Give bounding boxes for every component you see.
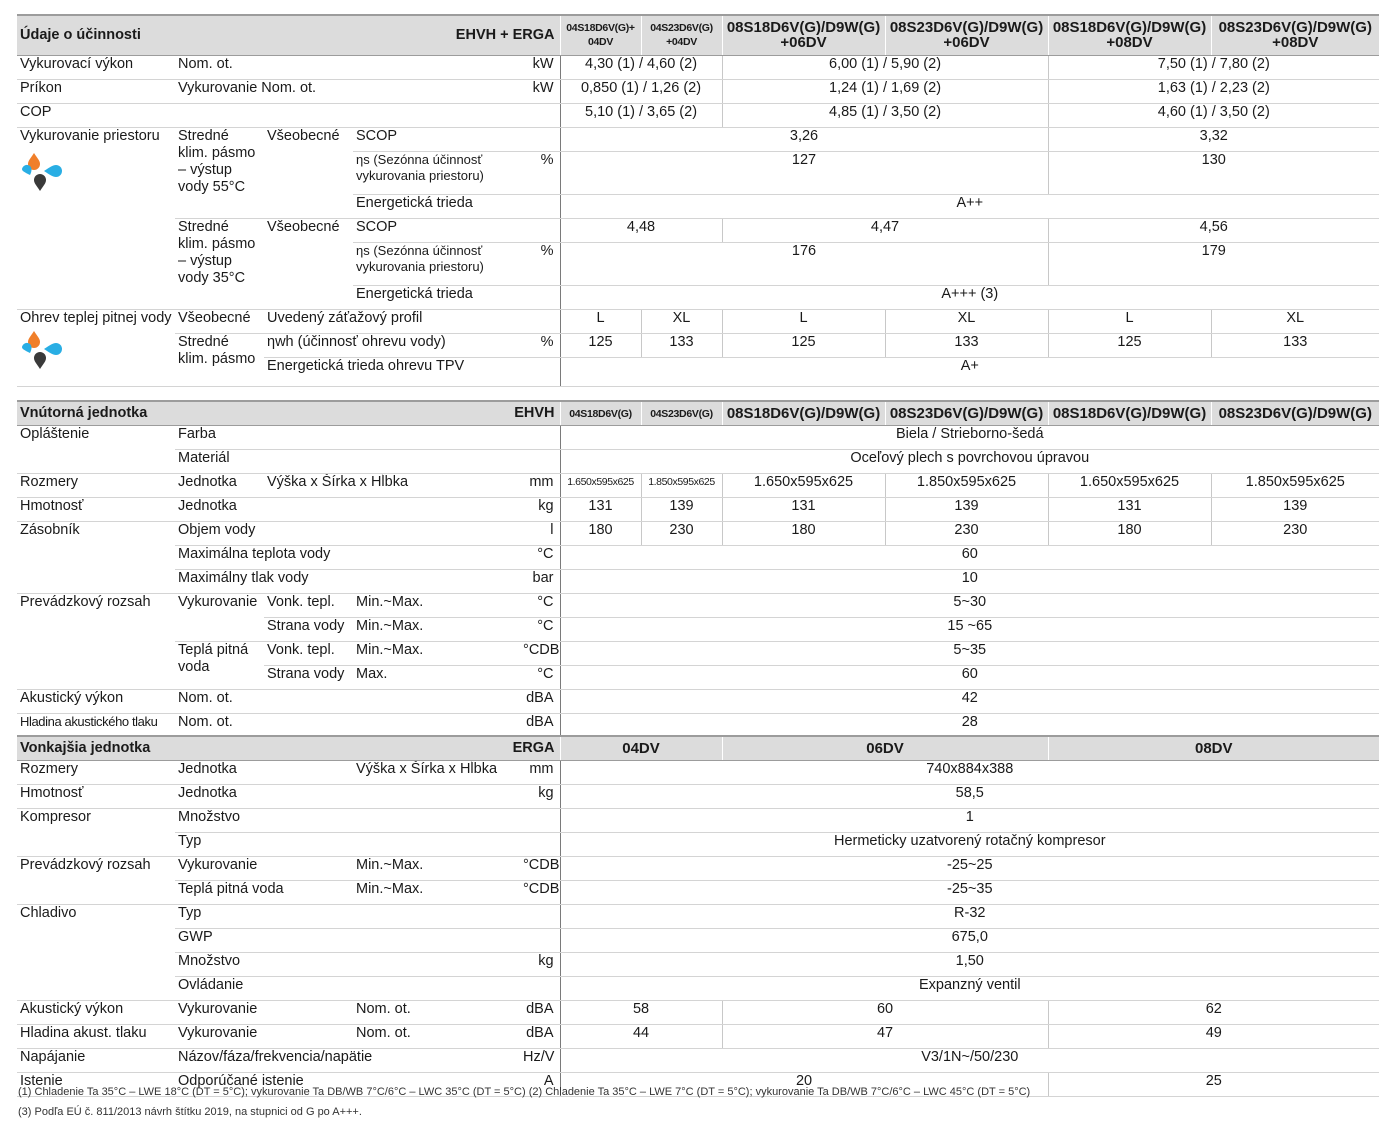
model-header: 06DV <box>722 736 1048 761</box>
row-sublabel: Názov/fáza/frekvencia/napätie <box>175 1049 520 1073</box>
row-sublabel: Nom. ot. <box>353 1025 520 1049</box>
model-header: 04S23D6V(G) +04DV <box>641 15 722 55</box>
empty-cell <box>520 977 560 1001</box>
value-cell: 131 <box>722 498 885 522</box>
value-cell: 42 <box>560 690 1379 714</box>
dhw-class-label: Energetická trieda ohrevu TPV <box>264 357 520 386</box>
unit: °C <box>520 546 560 570</box>
unit: l <box>520 522 560 546</box>
outdoor-unit-section <box>17 735 1379 1097</box>
row-sublabel: Nom. ot. <box>175 690 520 714</box>
value-cell: Hermeticky uzatvorený rotačný kompresor <box>560 833 1379 857</box>
efficiency-title: Údaje o účinnosti <box>17 15 264 55</box>
row-label: Príkon <box>17 79 175 103</box>
value-cell: L <box>1048 309 1211 333</box>
value-cell: 180 <box>1048 522 1211 546</box>
value-cell: 180 <box>722 522 885 546</box>
empty-cell <box>520 905 560 929</box>
empty-cell <box>520 929 560 953</box>
row-sublabel: Vonk. tepl. <box>264 642 353 666</box>
model-header: 04DV <box>560 736 722 761</box>
value-cell: 5~35 <box>560 642 1379 666</box>
value-cell: XL <box>641 309 722 333</box>
row-sublabel: Teplá pitná voda <box>175 642 264 690</box>
value-cell: V3/1N~/50/230 <box>560 1049 1379 1073</box>
row-label: Hladina akustického tlaku <box>17 714 175 738</box>
unit: kg <box>520 498 560 522</box>
row-sublabel: Max. <box>353 666 520 690</box>
row-sublabel <box>175 79 520 103</box>
value-cell: 44 <box>560 1025 722 1049</box>
row-sublabel: Maximálna teplota vody <box>175 546 520 570</box>
row-sublabel: Min.~Max. <box>353 594 520 618</box>
row-sublabel: Jednotka <box>175 474 264 498</box>
unit: dBA <box>520 714 560 738</box>
row-sublabel: GWP <box>175 929 520 953</box>
row-sublabel: Ovládanie <box>175 977 520 1001</box>
value-cell: 1.650x595x625 <box>560 474 641 498</box>
system-name: EHVH + ERGA <box>264 15 560 55</box>
value-cell: 10 <box>560 570 1379 594</box>
model-header: 08S18D6V(G)/D9W(G) +06DV <box>722 15 885 55</box>
value-cell: 47 <box>722 1025 1048 1049</box>
value-cell: 1 <box>560 809 1379 833</box>
value-cell: 1.650x595x625 <box>1048 474 1211 498</box>
empty-cell <box>520 809 560 833</box>
row-sublabel: Výška x Šírka x Hĺbka <box>353 761 520 785</box>
value-cell: 1,63 (1) / 2,23 (2) <box>1048 79 1379 103</box>
value-cell: 5~30 <box>560 594 1379 618</box>
empty-cell <box>520 450 560 474</box>
efficiency-section <box>17 14 1379 387</box>
value-cell: 6,00 (1) / 5,90 (2) <box>722 55 1048 79</box>
space-heating-label <box>17 127 175 309</box>
row-sublabel: Jednotka <box>175 761 353 785</box>
unit: °CDB <box>520 857 560 881</box>
row-label: Vykurovací výkon <box>17 55 175 79</box>
eta-label: ηs (Sezónna účinnosť vykurovania priestoru) <box>353 151 520 194</box>
unit: % <box>520 151 560 194</box>
row-label: Prevádzkový rozsah <box>17 857 175 905</box>
value-cell: 125 <box>722 333 885 357</box>
value-cell: 139 <box>641 498 722 522</box>
row-sublabel: Vykurovanie <box>175 1025 353 1049</box>
unit: % <box>520 242 560 285</box>
zone-35-label: Stredné klim. pásmo – výstup vody 35°C <box>175 218 264 309</box>
value-cell: 1.850x595x625 <box>641 474 722 498</box>
value-cell: 127 <box>560 151 1048 194</box>
row-sublabel: Min.~Max. <box>353 881 520 905</box>
row-label: Akustický výkon <box>17 1001 175 1025</box>
indoor-unit-title: Vnútorná jednotka <box>17 401 264 426</box>
row-sublabel: Strana vody <box>264 666 353 690</box>
empty-cell <box>520 194 560 218</box>
empty-cell <box>520 357 560 386</box>
row-sublabel: Výška x Šírka x Hĺbka <box>264 474 520 498</box>
value-cell: L <box>560 309 641 333</box>
dhw-title: Ohrev teplej pitnej vody <box>20 309 172 326</box>
unit: dBA <box>520 1001 560 1025</box>
scop-label: SCOP <box>353 127 520 151</box>
dhw-label <box>17 309 175 386</box>
model-header: 04S23D6V(G) <box>641 401 722 426</box>
general-label: Všeobecné <box>175 309 264 333</box>
value-cell: 179 <box>1048 242 1379 285</box>
value-cell: 4,85 (1) / 3,50 (2) <box>722 103 1048 127</box>
row-sublabel: Teplá pitná voda <box>175 881 353 905</box>
unit: dBA <box>520 1025 560 1049</box>
row-sublabel: Vykurovanie <box>175 1001 353 1025</box>
value-cell: 60 <box>560 546 1379 570</box>
outdoor-unit-name: ERGA <box>352 736 560 761</box>
unit: °C <box>520 666 560 690</box>
scop-label: SCOP <box>353 218 520 242</box>
row-sublabel: Farba <box>175 426 520 450</box>
outdoor-unit-title: Vonkajšia jednotka <box>17 736 352 761</box>
row-label: Istenie <box>17 1073 175 1097</box>
row-sublabel: Strana vody <box>264 618 353 642</box>
value-cell: L <box>722 309 885 333</box>
outdoor-unit-table <box>17 735 1379 1097</box>
model-header: 08S23D6V(G)/D9W(G) +06DV <box>885 15 1048 55</box>
model-header: 08S23D6V(G)/D9W(G) +08DV <box>1211 15 1379 55</box>
value-cell: 130 <box>1048 151 1379 194</box>
value-cell: Biela / Strieborno-šedá <box>560 426 1379 450</box>
value-cell: 180 <box>560 522 641 546</box>
row-sublabel: Min.~Max. <box>353 642 520 666</box>
unit: °CDB <box>520 881 560 905</box>
value-cell: 139 <box>1211 498 1379 522</box>
value-cell: 58,5 <box>560 785 1379 809</box>
value-cell: 230 <box>641 522 722 546</box>
general-label: Všeobecné <box>264 127 353 218</box>
value-cell: 176 <box>560 242 1048 285</box>
value-cell: 131 <box>560 498 641 522</box>
empty-cell <box>520 127 560 151</box>
value-cell: 133 <box>885 333 1048 357</box>
value-cell: 125 <box>560 333 641 357</box>
model-header: 04S18D6V(G) <box>560 401 641 426</box>
row-sublabel: Min.~Max. <box>353 618 520 642</box>
drops-icon <box>20 151 64 193</box>
row-sublabel: Vonk. tepl. <box>264 594 353 618</box>
empty-cell <box>520 426 560 450</box>
unit: °C <box>520 618 560 642</box>
value-cell: 62 <box>1048 1001 1379 1025</box>
general-label: Všeobecné <box>264 218 353 309</box>
empty-cell <box>520 833 560 857</box>
value-cell: 139 <box>885 498 1048 522</box>
value-cell: -25~25 <box>560 857 1379 881</box>
zone-55-label: Stredné klim. pásmo – výstup vody 55°C <box>175 127 264 218</box>
model-header: 08S18D6V(G)/D9W(G) <box>1048 401 1211 426</box>
unit: mm <box>520 474 560 498</box>
unit: kg <box>520 953 560 977</box>
empty-cell <box>520 309 560 333</box>
value-cell: 3,26 <box>560 127 1048 151</box>
model-header: 08S23D6V(G)/D9W(G) <box>885 401 1048 426</box>
unit: bar <box>520 570 560 594</box>
row-sublabel: Typ <box>175 833 520 857</box>
value-cell: 675,0 <box>560 929 1379 953</box>
value-cell: 133 <box>1211 333 1379 357</box>
row-label: Rozmery <box>17 761 175 785</box>
row-sublabel: Jednotka <box>175 785 520 809</box>
model-header: 08S18D6V(G)/D9W(G) +08DV <box>1048 15 1211 55</box>
value-cell: -25~35 <box>560 881 1379 905</box>
value-cell: A+++ (3) <box>560 285 1379 309</box>
value-cell: 131 <box>1048 498 1211 522</box>
energy-class-label: Energetická trieda <box>353 194 520 218</box>
value-cell: 58 <box>560 1001 722 1025</box>
model-header: 08S23D6V(G)/D9W(G) <box>1211 401 1379 426</box>
value-cell: 740x884x388 <box>560 761 1379 785</box>
row-label: Napájanie <box>17 1049 175 1073</box>
row-sublabel: Množstvo <box>175 953 520 977</box>
unit: °C <box>520 594 560 618</box>
empty-cell <box>520 218 560 242</box>
row-sublabel: Množstvo <box>175 809 520 833</box>
value-cell: XL <box>1211 309 1379 333</box>
model-header: 08S18D6V(G)/D9W(G) <box>722 401 885 426</box>
row-sublabel: Nom. ot. <box>353 1001 520 1025</box>
unit: mm <box>520 761 560 785</box>
value-cell: 4,48 <box>560 218 722 242</box>
value-cell: XL <box>885 309 1048 333</box>
empty-cell <box>520 103 560 127</box>
value-cell: 49 <box>1048 1025 1379 1049</box>
footnote-1: (1) Chladenie Ta 35°C – LWE 18°C (DT = 5°C); vykurovanie Ta DB/WB 7°C/6°C – LWC 35°C (DT = 5°C) (2) Chladenie Ta 35°C – LWE 7°C (DT = 5°C); vykurovanie Ta DB/WB 7°C/6°C – LWC 45°C (DT = 5°C) <box>18 1086 1031 1098</box>
value-cell: 0,850 (1) / 1,26 (2) <box>560 79 722 103</box>
value-cell: A+ <box>560 357 1379 386</box>
value-cell: 60 <box>722 1001 1048 1025</box>
value-cell: 1.850x595x625 <box>885 474 1048 498</box>
unit: A <box>520 1073 560 1097</box>
value-cell: 4,60 (1) / 3,50 (2) <box>1048 103 1379 127</box>
eta-label: ηs (Sezónna účinnosť vykurovania priestoru) <box>353 242 520 285</box>
value-cell: 4,30 (1) / 4,60 (2) <box>560 55 722 79</box>
energy-class-label: Energetická trieda <box>353 285 520 309</box>
indoor-unit-section <box>17 400 1379 738</box>
row-label: Prevádzkový rozsah <box>17 594 175 690</box>
row-sublabel: Odporúčané istenie <box>175 1073 520 1097</box>
row-sublabel: Jednotka <box>175 498 520 522</box>
value-cell: 25 <box>1048 1073 1379 1097</box>
empty-cell <box>520 285 560 309</box>
value-cell: 230 <box>885 522 1048 546</box>
model-header: 08DV <box>1048 736 1379 761</box>
row-sublabel-a: Vykurovanie <box>178 79 258 96</box>
row-label: Hmotnosť <box>17 785 175 809</box>
unit: Hz/V <box>520 1049 560 1073</box>
value-cell: Oceľový plech s povrchovou úpravou <box>560 450 1379 474</box>
value-cell: A++ <box>560 194 1379 218</box>
row-sublabel: Min.~Max. <box>353 857 520 881</box>
value-cell: 15 ~65 <box>560 618 1379 642</box>
row-sublabel: Vykurovanie <box>175 857 353 881</box>
row-label: Hladina akust. tlaku <box>17 1025 175 1049</box>
value-cell: 3,32 <box>1048 127 1379 151</box>
value-cell: 1.650x595x625 <box>722 474 885 498</box>
profile-label: Uvedený záťažový profil <box>264 309 520 333</box>
value-cell: 1.850x595x625 <box>1211 474 1379 498</box>
value-cell: 60 <box>560 666 1379 690</box>
row-label: Rozmery <box>17 474 175 498</box>
value-cell: Expanzný ventil <box>560 977 1379 1001</box>
unit: % <box>520 333 560 357</box>
value-cell: 4,56 <box>1048 218 1379 242</box>
indoor-unit-name: EHVH <box>264 401 560 426</box>
footnote-2: (3) Podľa EÚ č. 811/2013 návrh štítku 2019, na stupnici od G po A+++. <box>18 1106 362 1118</box>
zone-label: Stredné klim. pásmo <box>175 333 264 386</box>
row-sublabel: Nom. ot. <box>175 714 520 738</box>
row-label: Zásobník <box>17 522 175 594</box>
value-cell: 4,47 <box>722 218 1048 242</box>
row-sublabel: Nom. ot. <box>175 55 520 79</box>
efficiency-table <box>17 14 1379 387</box>
value-cell: 133 <box>641 333 722 357</box>
value-cell: 28 <box>560 714 1379 738</box>
row-label: Akustický výkon <box>17 690 175 714</box>
value-cell: 5,10 (1) / 3,65 (2) <box>560 103 722 127</box>
space-heating-title: Vykurovanie priestoru <box>20 127 160 144</box>
row-label: Hmotnosť <box>17 498 175 522</box>
row-sublabel: Objem vody <box>175 522 520 546</box>
row-label: Kompresor <box>17 809 175 857</box>
value-cell: 1,50 <box>560 953 1379 977</box>
row-sublabel: Maximálny tlak vody <box>175 570 520 594</box>
row-sublabel: Vykurovanie <box>175 594 264 642</box>
row-sublabel: Typ <box>175 905 520 929</box>
unit: kg <box>520 785 560 809</box>
value-cell: R-32 <box>560 905 1379 929</box>
drops-icon <box>20 329 64 371</box>
eta-wh-label: ηwh (účinnosť ohrevu vody) <box>264 333 520 357</box>
row-label: Opláštenie <box>17 426 175 474</box>
model-header: 04S18D6V(G)+ 04DV <box>560 15 641 55</box>
value-cell: 20 <box>560 1073 1048 1097</box>
heat-pump-icon <box>20 329 64 376</box>
unit: dBA <box>520 690 560 714</box>
value-cell: 230 <box>1211 522 1379 546</box>
row-sublabel-b: Nom. ot. <box>261 79 317 96</box>
unit: kW <box>520 55 560 79</box>
unit: kW <box>520 79 560 103</box>
unit: °CDB <box>520 642 560 666</box>
empty-cell <box>175 103 520 127</box>
row-sublabel: Materiál <box>175 450 520 474</box>
row-label: Chladivo <box>17 905 175 1001</box>
value-cell: 1,24 (1) / 1,69 (2) <box>722 79 1048 103</box>
value-cell: 7,50 (1) / 7,80 (2) <box>1048 55 1379 79</box>
value-cell: 125 <box>1048 333 1211 357</box>
heat-pump-icon <box>20 151 64 198</box>
row-label: COP <box>17 103 175 127</box>
indoor-unit-table <box>17 400 1379 738</box>
